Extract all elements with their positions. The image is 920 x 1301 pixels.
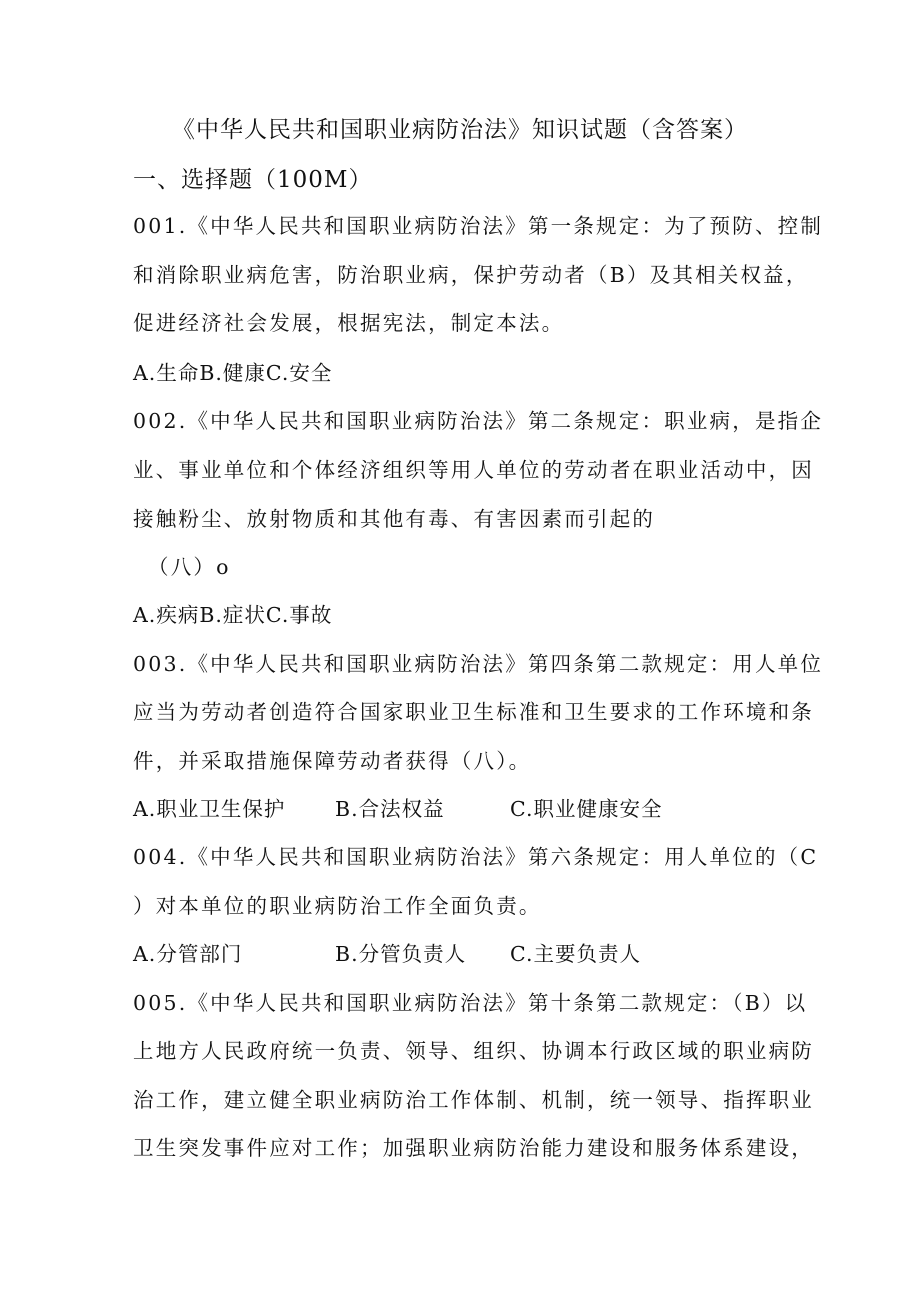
- question-001-line-1: 001.《中华人民共和国职业病防治法》第一条规定：为了预防、控制: [133, 214, 824, 238]
- question-002-line-1: 002.《中华人民共和国职业病防治法》第二条规定：职业病，是指企: [133, 409, 824, 433]
- question-003-line-3: 件，并采取措施保障劳动者获得（八）。: [133, 749, 532, 773]
- question-005-line-1: 005.《中华人民共和国职业病防治法》第十条第二款规定：（B）以: [133, 991, 808, 1015]
- question-001-line-2: 和消除职业病危害，防治职业病，保护劳动者（B）及其相关权益，: [133, 263, 809, 287]
- question-001-option-line: A.生命B.健康C.安全: [133, 361, 333, 385]
- question-004-option-b: B.分管负责人: [335, 942, 467, 966]
- question-003-option-c: C.职业健康安全: [510, 797, 663, 821]
- question-004-line-2: ）对本单位的职业病防治工作全面负责。: [133, 894, 542, 918]
- question-003-line-2: 应当为劳动者创造符合国家职业卫生标准和卫生要求的工作环境和条: [133, 700, 814, 724]
- question-003-option-b: B.合法权益: [335, 797, 445, 821]
- question-002-option-line: A.疾病B.症状C.事故: [133, 603, 333, 627]
- question-005-line-3: 治工作，建立健全职业病防治工作体制、机制，统一领导、指挥职业: [133, 1088, 814, 1112]
- question-002-line-2: 业、事业单位和个体经济组织等用人单位的劳动者在职业活动中，因: [133, 458, 814, 482]
- question-004-option-c: C.主要负责人: [510, 942, 641, 966]
- section-heading: 一、选择题（100M）: [133, 167, 373, 193]
- question-004-line-1: 004.《中华人民共和国职业病防治法》第六条规定：用人单位的（C: [133, 845, 819, 869]
- question-003-line-1: 003.《中华人民共和国职业病防治法》第四条第二款规定：用人单位: [133, 652, 824, 676]
- question-002-line-4: （八）o: [148, 555, 231, 579]
- question-004-option-a: A.分管部门: [133, 942, 243, 966]
- question-002-line-3: 接触粉尘、放射物质和其他有毒、有害因素而引起的: [133, 507, 656, 531]
- document-title: 《中华人民共和国职业病防治法》知识试题（含答案）: [172, 117, 748, 143]
- question-003-option-a: A.职业卫生保护: [133, 797, 286, 821]
- question-001-line-3: 促进经济社会发展，根据宪法，制定本法。: [133, 311, 565, 335]
- question-005-line-2: 上地方人民政府统一负责、领导、组织、协调本行政区域的职业病防: [133, 1039, 814, 1063]
- question-005-line-4: 卫生突发事件应对工作；加强职业病防治能力建设和服务体系建设，: [133, 1136, 814, 1160]
